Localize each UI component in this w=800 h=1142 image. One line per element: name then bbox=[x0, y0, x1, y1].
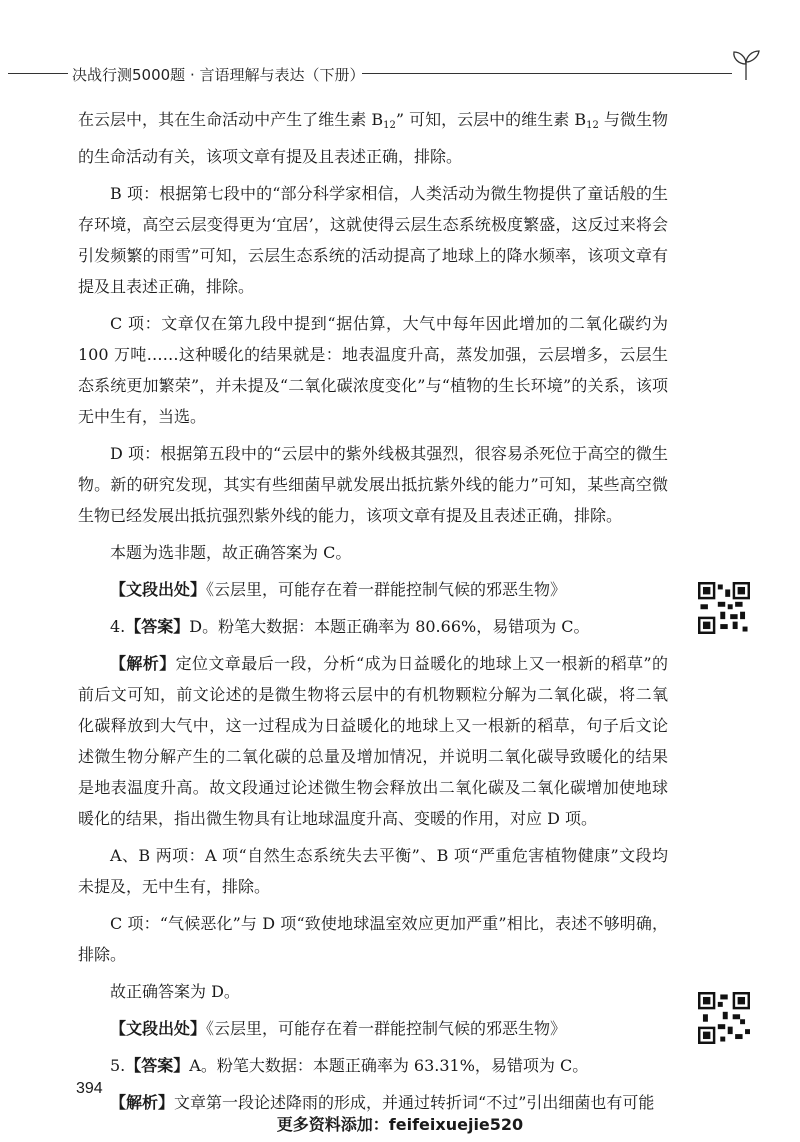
main-content bbox=[78, 104, 668, 1124]
question-5-analysis: 【解析】文章第一段论述降雨的形成，并通过转折词“不过”引出细菌也有可能 bbox=[110, 1093, 655, 1112]
paragraph-b-option: B 项：根据第七段中的“部分科学家相信，人类活动为微生物提供了童话般的生存环境，高空云层变得更为‘宜居’，这就使得云层生态系统极度繁盛，这反过来将会引发频繁的雨雪”可知，云层生态系统的活动提高了地球上的降水频率，该项文章有提及且表述正确，排除。 bbox=[78, 184, 668, 296]
page-number: 394 bbox=[76, 1080, 103, 1097]
paragraph-c-option-q4: C 项：“气候恶化”与 D 项“致使地球温室效应更加严重”相比，表述不够明确，排除。 bbox=[78, 914, 668, 964]
answer-summary: 本题为选非题，故正确答案为 C。 bbox=[110, 543, 352, 562]
qr-code-icon[interactable] bbox=[698, 992, 750, 1044]
source-citation: 【文段出处】《云层里，可能存在着一群能控制气候的邪恶生物》 bbox=[110, 580, 567, 599]
question-4-analysis: 【解析】定位文章最后一段，分析“成为日益暖化的地球上又一根新的稻草”的前后文可知，前文论述的是微生物将云层中的有机物颗粒分解为二氧化碳，将二氧化碳释放到大气中，这一过程成为日益暖化的地球上又一根新的稻草，句子后文论述微生物分解产生的二氧化碳的总量及增加情况，并说明二氧化碳导致暖化的结果是地表温度升高。故文段通过论述微生物会释放出二氧化碳及二氧化碳增加使地球暖化的结果，指出微生物具有让地球温度升高、变暖的作用，对应 D 项。 bbox=[78, 654, 668, 828]
running-header bbox=[0, 62, 800, 86]
qr-code-icon[interactable] bbox=[698, 582, 750, 634]
question-5-answer: 5.【答案】A。粉笔大数据：本题正确率为 63.31%，易错项为 C。 bbox=[110, 1056, 589, 1075]
paragraph-ab-options: A、B 两项：A 项“自然生态系统失去平衡”、B 项“严重危害植物健康”文段均未提及，无中生有，排除。 bbox=[78, 846, 668, 896]
sprout-leaf-icon bbox=[728, 48, 764, 82]
question-4-answer: 4.【答案】D。粉笔大数据：本题正确率为 80.66%，易错项为 C。 bbox=[110, 617, 590, 636]
book-title: 决战行测5000题 · 言语理解与表达（下册） bbox=[72, 66, 365, 84]
answer-summary-q4: 故正确答案为 D。 bbox=[110, 982, 240, 1001]
paragraph-c-option: C 项：文章仅在第九段中提到“据估算，大气中每年因此增加的二氧化碳约为 100 万吨……这种暖化的结果就是：地表温度升高，蒸发加强，云层增多，云层生态系统更加繁荣”，并未提及“二氧化碳浓度变化”与“植物的生长环境”的关系，该项无中生有，当选。 bbox=[78, 314, 668, 426]
footer-note: 更多资料添加：feifeixuejie520 bbox=[276, 1115, 524, 1134]
paragraph-d-option: D 项：根据第五段中的“云层中的紫外线极其强烈，很容易杀死位于高空的微生物。新的研究发现，其实有些细菌早就发展出抵抗紫外线的能力”可知，某些高空微生物已经发展出抵抗强烈紫外线的能力，该项文章有提及且表述正确，排除。 bbox=[78, 444, 668, 525]
header-rule-left bbox=[8, 73, 68, 74]
source-citation-q4: 【文段出处】《云层里，可能存在着一群能控制气候的邪恶生物》 bbox=[110, 1019, 567, 1038]
paragraph-a-option-end: 在云层中，其在生命活动中产生了维生素 $B_{12}$” 可知，云层中的维生素 $B_{12}$ 与微生物的生命活动有关，该项文章有提及且表述正确，排除。 bbox=[78, 110, 668, 166]
header-rule-right bbox=[362, 73, 732, 74]
